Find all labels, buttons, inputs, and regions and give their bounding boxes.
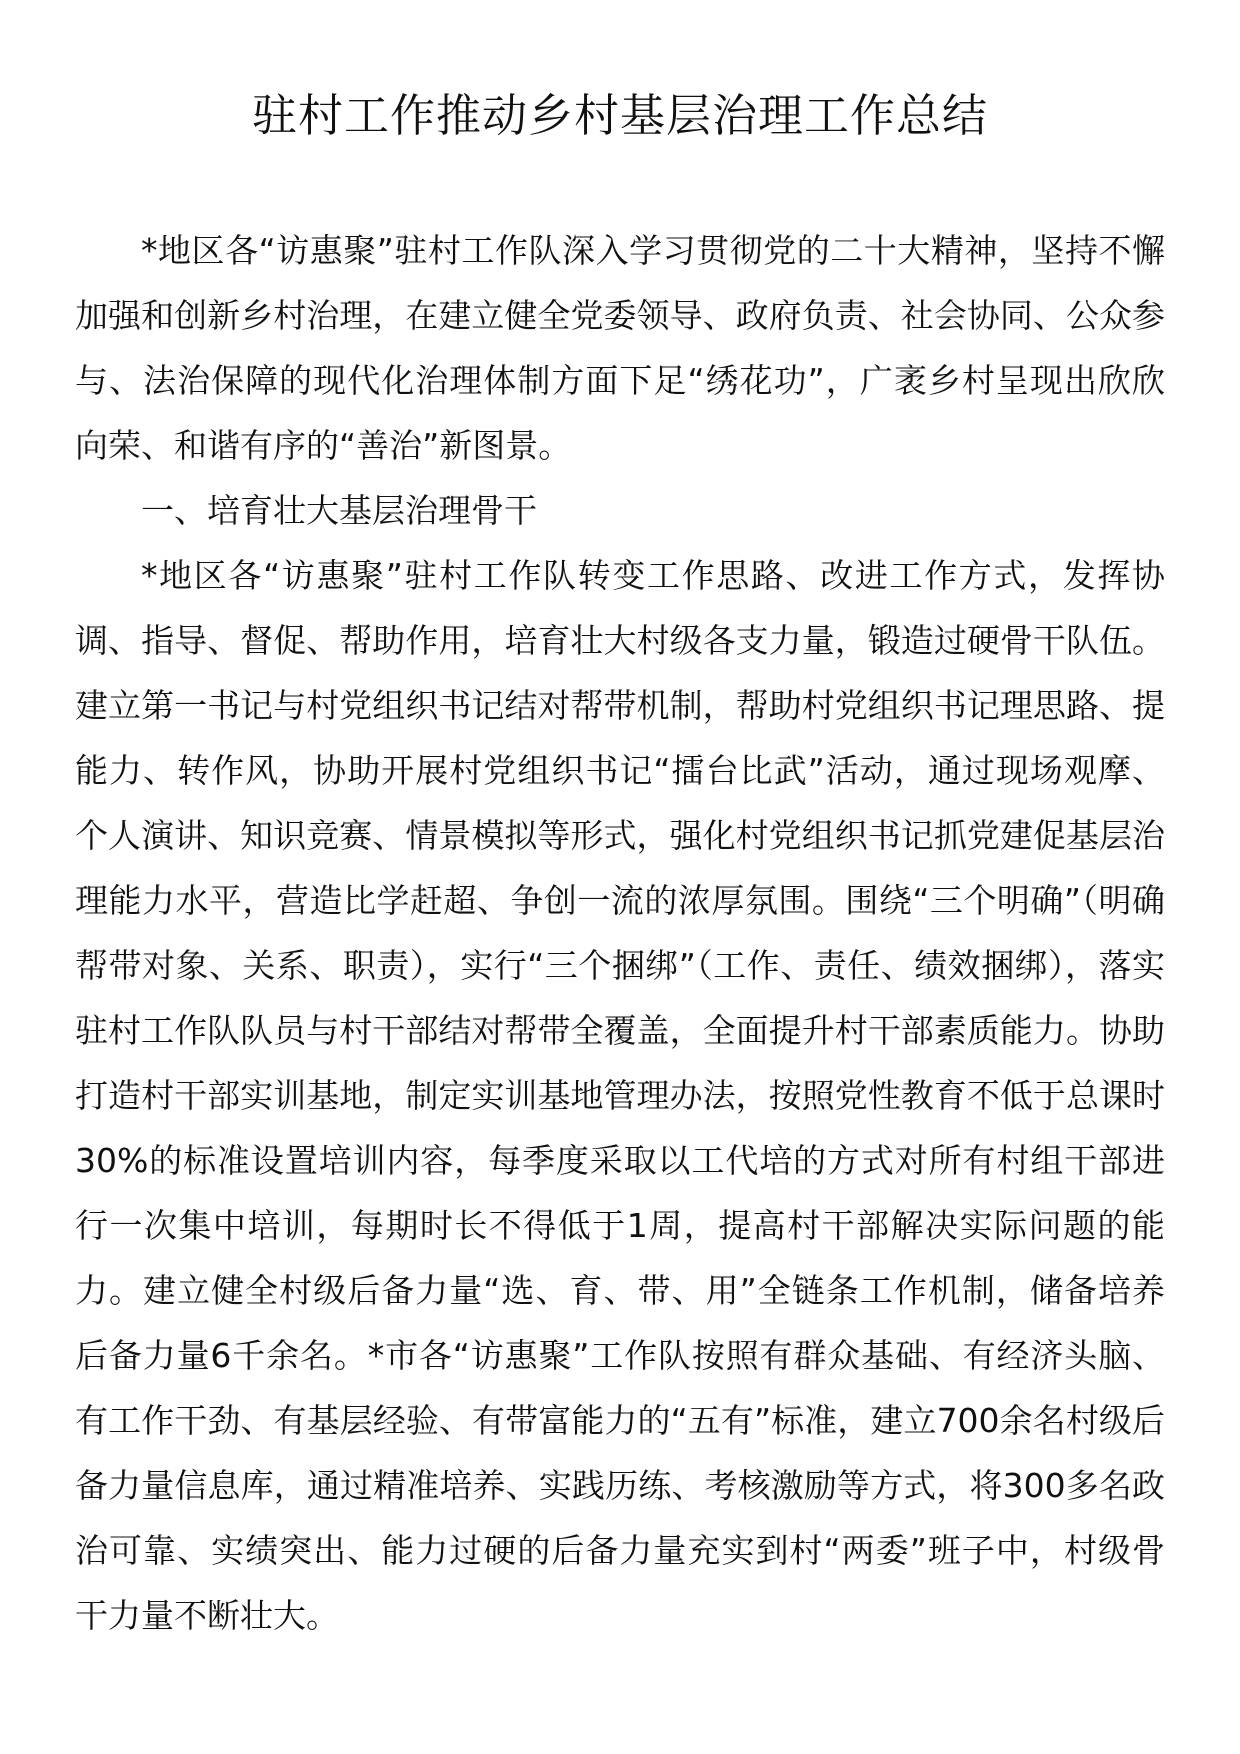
section-heading: 一、培育壮大基层治理骨干 <box>141 491 537 530</box>
document-title: 驻村工作推动乡村基层治理工作总结 <box>251 89 988 142</box>
document-body <box>75 218 1165 1648</box>
section-body-paragraph: *地区各“访惠聚”驻村工作队转变工作思路、改进工作方式，发挥协调、指导、督促、帮助作用，培育壮大村级各支力量，锻造过硬骨干队伍。建立第一书记与村党组织书记结对帮带机制，帮助村党组织书记理思路、提能力、转作风，协助开展村党组织书记“擂台比武”活动，通过现场观摩、个人演讲、知识竞赛、情景模拟等形式，强化村党组织书记抓党建促基层治理能力水平，营造比学赶超、争创一流的浓厚氛围。围绕“三个明确”（明确帮带对象、关系、职责），实行“三个捆绑”（工作、责任、绩效捆绑），落实驻村工作队队员与村干部结对帮带全覆盖，全面提升村干部素质能力。协助打造村干部实训基地，制定实训基地管理办法，按照党性教育不低于总课时30%的标准设置培训内容，每季度采取以工代培的方式对所有村组干部进行一次集中培训，每期时长不得低于1周，提高村干部解决实际问题的能力。建立健全村级后备力量“选、育、带、用”全链条工作机制，储备培养后备力量6千余名。*市各“访惠聚”工作队按照有群众基础、有经济头脑、有工作干劲、有基层经验、有带富能力的“五有”标准，建立700余名村级后备力量信息库，通过精准培养、实践历练、考核激励等方式，将300多名政治可靠、实绩突出、能力过硬的后备力量充实到村“两委”班子中，村级骨干力量不断壮大。 <box>75 556 1165 1635</box>
intro-paragraph: *地区各“访惠聚”驻村工作队深入学习贯彻党的二十大精神，坚持不懈加强和创新乡村治理，在建立健全党委领导、政府负责、社会协同、公众参与、法治保障的现代化治理体制方面下足“绣花功”，广袤乡村呈现出欣欣向荣、和谐有序的“善治”新图景。 <box>75 231 1165 465</box>
